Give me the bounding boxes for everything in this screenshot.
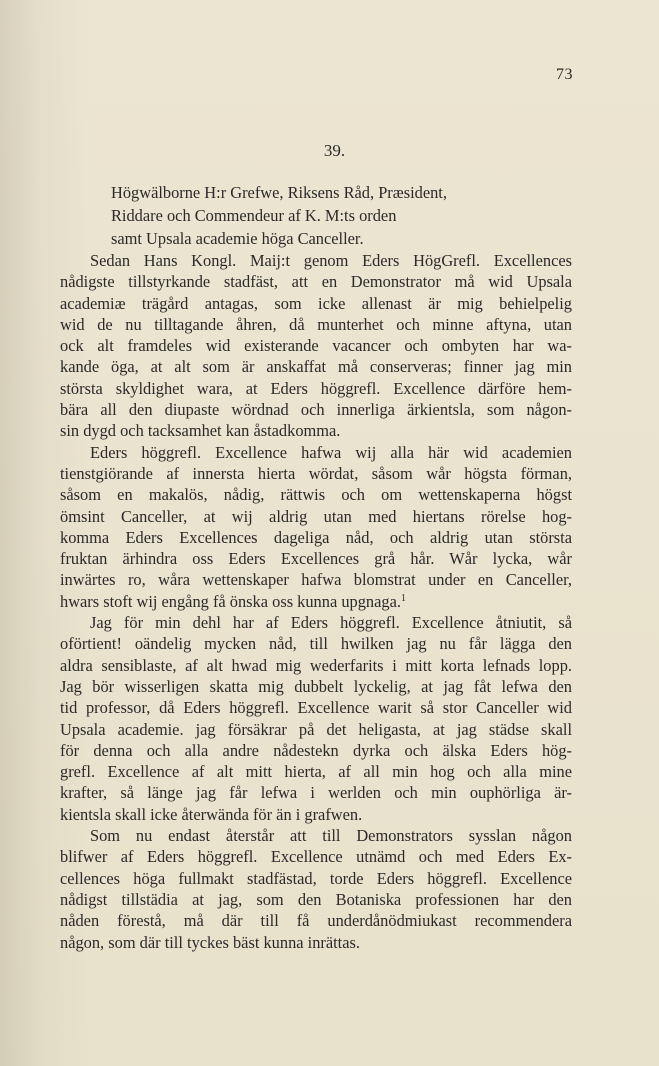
text-line-content: Eders höggrefl. Excellence hafwa wij alla här wid academien <box>90 442 572 462</box>
page-number: 73 <box>556 66 573 83</box>
text-line <box>60 442 572 463</box>
text-line <box>60 633 572 654</box>
text-line-content: såsom en makalös, nådig, rättwis och om wettenskaperna högst <box>60 485 572 505</box>
text-line-content: Upsala academie. jag försäkrar på det heligasta, at jag städse skall <box>60 719 572 739</box>
text-line-content: academiæ trägård antagas, som icke allenast är mig behielpelig <box>60 293 572 313</box>
text-line-content: krafter, så länge jag får lefwa i werlden och min ouphörliga är- <box>60 783 572 803</box>
text-line-content: sin dygd och tacksamhet kan åstadkomma. <box>60 421 341 441</box>
text-line <box>60 463 572 484</box>
text-line <box>60 591 572 612</box>
text-line <box>60 740 572 761</box>
text-line <box>60 719 572 740</box>
text-line-content: nådigst tillstädia at jag, som den Botaniska professionen har den <box>60 889 572 909</box>
text-line-content: ock alt framdeles wid existerande vacancer och ombyten har wa- <box>60 336 572 356</box>
text-line <box>60 527 572 548</box>
text-line <box>60 420 572 441</box>
text-line-content: Sedan Hans Kongl. Maij:t genom Eders HögGrefl. Excellences <box>90 251 572 270</box>
text-line-content: kande öga, at alt som är anskaffat må conserveras; finner jag min <box>60 357 572 377</box>
text-line <box>60 293 572 314</box>
text-line <box>60 271 572 292</box>
text-line <box>60 548 572 569</box>
text-line <box>60 761 572 782</box>
text-line-content: någon, som där till tyckes bäst kunna inrättas. <box>60 932 360 952</box>
text-line <box>60 655 572 676</box>
text-line <box>60 314 572 335</box>
text-line <box>60 399 572 420</box>
salutation-address <box>111 181 531 250</box>
letter-number: 39. <box>323 141 346 160</box>
text-line <box>60 356 572 377</box>
text-line <box>60 889 572 910</box>
text-line-content: Som nu endast återstår att till Demonstrators sysslan någon <box>90 826 572 846</box>
text-line-content: cellences höga fullmakt stadfästad, torde Eders höggrefl. Excellence <box>60 868 572 888</box>
text-line <box>60 868 572 889</box>
text-line <box>60 612 572 633</box>
text-line <box>60 825 572 846</box>
text-line <box>60 378 572 399</box>
text-line-content: Jag för min dehl har af Eders höggrefl. Excellence åtniutit, så <box>90 613 572 633</box>
text-line-content: inwärtes ro, wåra wettenskaper hafwa blomstrat under en Canceller, <box>60 570 572 590</box>
text-line <box>60 250 572 271</box>
text-line-content: tid professor, då Eders höggrefl. Excellence warit så stor Canceller wid <box>60 698 572 718</box>
address-line: samt Upsala academie höga Canceller. <box>111 229 364 248</box>
text-line <box>60 506 572 527</box>
text-line-content: blifwer af Eders höggrefl. Excellence utnämd och med Eders Ex- <box>60 847 572 867</box>
footnote-marker: 1 <box>400 592 406 604</box>
text-line-content: Jag bör wisserligen skatta mig dubbelt lyckelig, at jag fåt lefwa den <box>60 676 572 696</box>
address-line: Riddare och Commendeur af K. M:ts orden <box>111 206 397 225</box>
text-line <box>60 484 572 505</box>
text-line-content: aldra sensiblaste, af alt hwad mig wederfarits i mitt korta lefnads lopp. <box>60 655 572 675</box>
text-line-content: hwars stoft wij engång få önska oss kunna upgnaga. <box>60 591 401 611</box>
text-line-content: nåden förestå, må där till få underdånödmiukast recommendera <box>60 911 572 931</box>
text-line-content: oförtient! oändelig mycken nåd, till hwilken jag nu får lägga den <box>60 634 572 654</box>
text-line-content: största skyldighet wara, at Eders höggrefl. Excellence därföre hem- <box>60 378 572 398</box>
text-line-content: nådigste tillstyrkande stadfäst, att en Demonstrator må wid Upsala <box>60 272 572 292</box>
text-line <box>60 782 572 803</box>
letter-body <box>60 250 572 953</box>
text-line-content: komma Eders Excellences dageliga nåd, och aldrig utan största <box>60 527 572 547</box>
text-line-content: ömsint Canceller, at wij aldrig utan med hiertans rörelse hog- <box>60 506 572 526</box>
text-line-content: tienstgiörande af innersta hierta wördat, såsom wår högsta förman, <box>60 463 572 483</box>
text-line-content: kientsla skall icke återwända för än i grafwen. <box>60 804 363 824</box>
text-line-content: grefl. Excellence af alt mitt hierta, af all min hog och alla mine <box>60 762 572 782</box>
text-line <box>60 804 572 825</box>
text-line <box>60 846 572 867</box>
text-line <box>60 569 572 590</box>
text-line <box>60 910 572 931</box>
text-line-content: bära all den diupaste wördnad och innerliga ärkientsla, som någon- <box>60 400 572 420</box>
text-line <box>60 676 572 697</box>
text-line-content: fruktan ärhindra oss Eders Excellences grå hår. Wår lycka, wår <box>60 549 572 569</box>
address-line: Högwälborne H:r Grefwe, Riksens Råd, Præsident, <box>111 183 447 202</box>
text-line <box>60 697 572 718</box>
text-line-content: wid de nu tilltagande åhren, då munterhet och minne aftyna, utan <box>60 314 572 334</box>
text-line <box>60 335 572 356</box>
text-line <box>60 932 572 953</box>
text-line-content: för denna och alla andre nådestekn dyrka och älska Eders hög- <box>60 740 572 760</box>
